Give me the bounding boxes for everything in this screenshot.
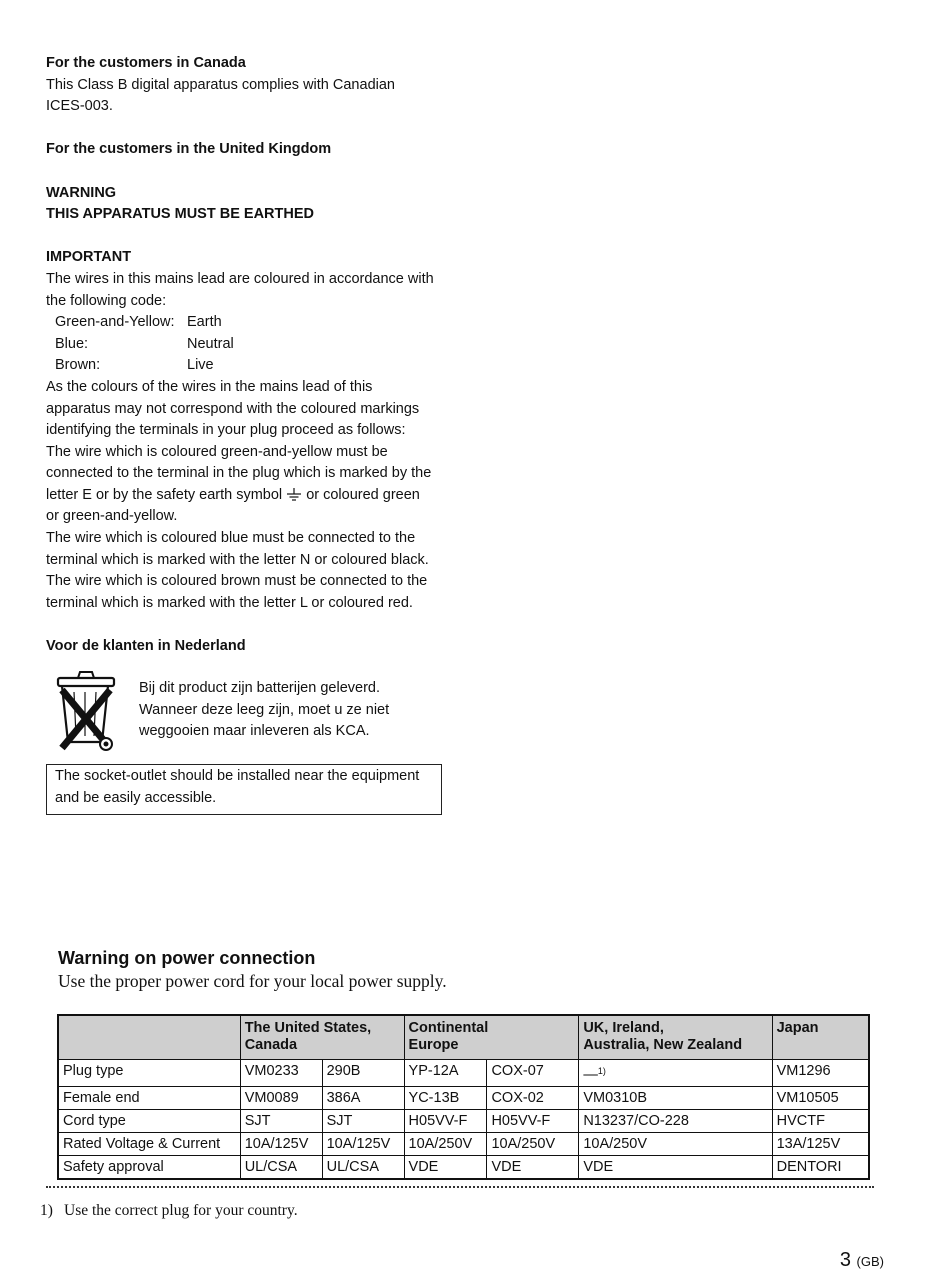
table-cell: H05VV-F (487, 1110, 579, 1133)
wire-meaning: Neutral (187, 335, 234, 352)
uk-body-4: The wire which is coloured green-and-yellow must be (46, 443, 388, 460)
table-header-row (58, 1015, 869, 1060)
wire-code-neutral (46, 334, 446, 356)
uk-body-5: connected to the terminal in the plug which is marked by the (46, 465, 432, 482)
uk-intro-1: The wires in this mains lead are coloured in accordance with (46, 270, 434, 287)
table-cell: H05VV-F (404, 1110, 487, 1133)
header-us-canada: The United States, Canada (240, 1015, 404, 1060)
uk-intro-2: the following code: (46, 292, 167, 309)
table-cell: 10A/250V (487, 1133, 579, 1156)
footnote-number: 1) (40, 1202, 53, 1219)
table-cell: N13237/CO-228 (579, 1110, 772, 1133)
nl-line-3: weggooien maar inleveren als KCA. (139, 723, 370, 740)
nl-battery-notice (46, 668, 446, 752)
page-number-value: 3 (839, 1249, 851, 1271)
table-cell: VM0089 (240, 1087, 322, 1110)
power-warning-subtitle: Use the proper power cord for your local power supply. (58, 971, 447, 991)
socket-outlet-note (46, 764, 442, 815)
canada-line-2: ICES-003. (46, 98, 113, 115)
table-cell: 10A/125V (322, 1133, 404, 1156)
uk-warning: WARNING (46, 184, 117, 201)
uk-body-2: apparatus may not correspond with the coloured markings (46, 400, 420, 417)
uk-heading: For the customers in the United Kingdom (46, 141, 332, 158)
uk-body-9: The wire which is coloured brown must be connected to the (46, 573, 428, 590)
table-cell: SJT (322, 1110, 404, 1133)
uk-earth-line (46, 485, 446, 507)
row-label: Cord type (58, 1110, 240, 1133)
table-cell: DENTORI (772, 1156, 869, 1180)
table-cell: COX-07 (487, 1060, 579, 1087)
table-cell: YC-13B (404, 1087, 487, 1110)
earth-symbol-icon (286, 488, 302, 502)
uk-important: IMPORTANT (46, 249, 132, 266)
table-cell: COX-02 (487, 1087, 579, 1110)
earth-line-before: letter E or by the safety earth symbol (46, 486, 287, 503)
uk-body-7: The wire which is coloured blue must be connected to the (46, 530, 416, 547)
table-cell: HVCTF (772, 1110, 869, 1133)
uk-body-1: As the colours of the wires in the mains lead of this (46, 378, 373, 395)
footnote-marker: 1) (597, 1066, 606, 1076)
table-row (58, 1156, 869, 1180)
row-label: Female end (58, 1087, 240, 1110)
socket-note-line-2: and be easily accessible. (55, 789, 217, 806)
power-cord-table (57, 1014, 870, 1180)
header-europe: Continental Europe (404, 1015, 579, 1060)
table-row (58, 1110, 869, 1133)
wire-code-live (46, 355, 446, 377)
table-cell: VM1296 (772, 1060, 869, 1087)
table-cell: UL/CSA (240, 1156, 322, 1180)
table-cell: 13A/125V (772, 1133, 869, 1156)
canada-line-1: This Class B digital apparatus complies with Canadian (46, 76, 395, 93)
earth-line-after: or coloured green (302, 486, 420, 503)
wire-colour: Blue: (55, 335, 89, 352)
uk-body-8: terminal which is marked with the letter N or coloured black. (46, 551, 429, 568)
header-uk-aus: UK, Ireland, Australia, New Zealand (579, 1015, 772, 1060)
nl-line-1: Bij dit product zijn batterijen geleverd. (139, 680, 380, 696)
nl-line-2: Wanneer deze leeg zijn, moet u ze niet (139, 701, 390, 718)
table-cell: 10A/125V (240, 1133, 322, 1156)
wire-code-earth (46, 312, 446, 334)
table-cell: 290B (322, 1060, 404, 1087)
table-cell: UL/CSA (322, 1156, 404, 1180)
table-cell: SJT (240, 1110, 322, 1133)
wire-meaning: Earth (187, 314, 222, 331)
footnote (40, 1202, 298, 1220)
table-row (58, 1133, 869, 1156)
wire-colour: Green-and-Yellow: (55, 314, 175, 331)
canada-section (46, 53, 446, 658)
table-cell: 386A (322, 1087, 404, 1110)
row-label: Rated Voltage & Current (58, 1133, 240, 1156)
header-japan: Japan (772, 1015, 869, 1060)
row-label: Plug type (58, 1060, 240, 1087)
uk-earthed: THIS APPARATUS MUST BE EARTHED (46, 206, 314, 223)
crossed-bin-icon (54, 670, 120, 752)
table-cell: 10A/250V (404, 1133, 487, 1156)
table-cell: VDE (579, 1156, 772, 1180)
table-cell: 10A/250V (579, 1133, 772, 1156)
table-cell: —$^{1)}$ (579, 1060, 772, 1087)
footnote-text: Use the correct plug for your country. (64, 1202, 298, 1219)
uk-body-3: identifying the terminals in your plug proceed as follows: (46, 422, 406, 439)
table-cell: VDE (404, 1156, 487, 1180)
table-cell: YP-12A (404, 1060, 487, 1087)
table-cell: VM10505 (772, 1087, 869, 1110)
wire-meaning: Live (187, 357, 214, 374)
page-number-suffix: (GB) (856, 1254, 884, 1269)
nl-heading: Voor de klanten in Nederland (46, 638, 246, 655)
table-row (58, 1087, 869, 1110)
uk-body-10: terminal which is marked with the letter L or coloured red. (46, 594, 413, 611)
power-warning-title: Warning on power connection (58, 948, 316, 968)
table-cell: VM0310B (579, 1087, 772, 1110)
table-cell: VDE (487, 1156, 579, 1180)
socket-note-line-1: The socket-outlet should be installed near the equipment (55, 768, 420, 784)
canada-heading: For the customers in Canada (46, 55, 246, 71)
nl-text (139, 678, 389, 743)
header-blank (58, 1015, 240, 1060)
wire-colour: Brown: (55, 357, 101, 374)
uk-body-6: or green-and-yellow. (46, 508, 178, 525)
page-number (840, 1249, 884, 1272)
table-row (58, 1060, 869, 1087)
dotted-divider (46, 1186, 874, 1188)
row-label: Safety approval (58, 1156, 240, 1180)
table-cell: VM0233 (240, 1060, 322, 1087)
